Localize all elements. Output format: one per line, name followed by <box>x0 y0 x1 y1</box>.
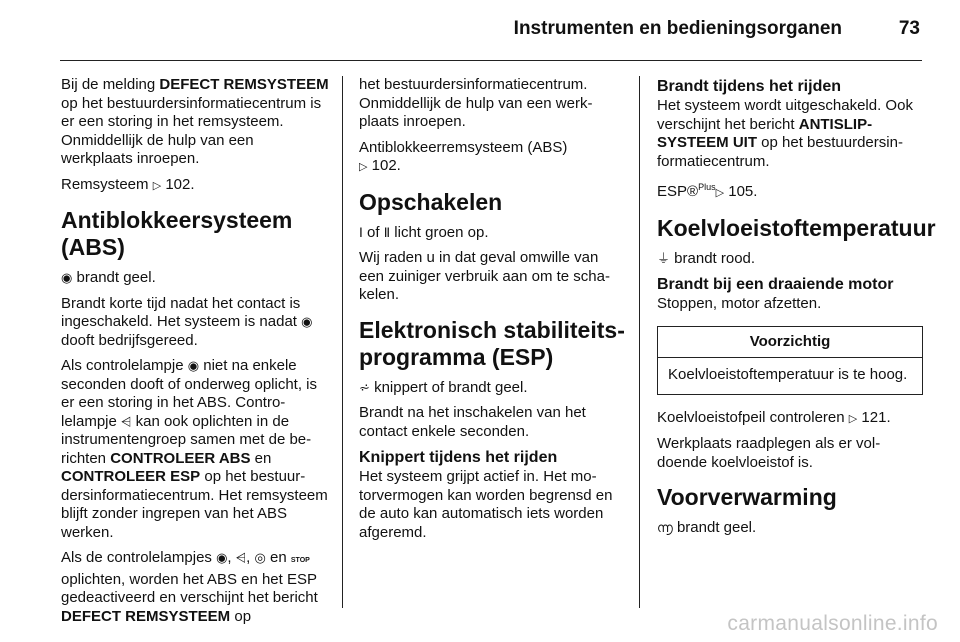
heading-preheat: Voorverwarming <box>657 484 837 510</box>
stop-icon: STOP <box>290 557 310 564</box>
column-2 <box>359 76 625 549</box>
coolant-temperature-icon: ⏚ <box>657 250 671 266</box>
paragraph-continued: het bestuurdersinformatiecentrum. Onmiddellijk de hulp van een werkplaats inroepen. <box>359 76 593 130</box>
header-rule <box>60 60 922 61</box>
column-3 <box>657 76 936 545</box>
upshift-icon: Ⅰ <box>359 224 363 240</box>
paragraph-abs-yellow: ◉ brandt geel. <box>61 269 156 286</box>
page-ref-arrow-icon: ▷ <box>715 187 725 199</box>
esp-skid-icon: ⩤ <box>121 413 132 429</box>
caution-title: Voorzichtig <box>658 327 922 359</box>
esp-skid-icon: ⩤ <box>235 550 247 565</box>
column-1 <box>61 76 329 633</box>
paragraph-esp-active: Het systeem grijpt actief in. Het motorvermogen kan worden begrensd en de auto kan automatisch iets worden afgeremd. <box>359 468 613 541</box>
abs-warning-icon: ◉ <box>187 358 200 373</box>
upshift-alt-icon: Ⅱ <box>383 224 391 240</box>
paragraph-stop-engine: Stoppen, motor afzetten. <box>657 295 822 312</box>
paragraph-esp-off: Het systeem wordt uitgeschakeld. Ook verschijnt het bericht ANTISLIP-SYSTEEM UIT op het bestuurdersinformatiecentrum. <box>657 97 913 170</box>
page-number: 73 <box>898 18 920 39</box>
page-ref-link[interactable]: 105. <box>724 183 758 200</box>
abs-warning-icon: ◉ <box>301 314 313 329</box>
page-ref-link[interactable]: 102. <box>367 157 401 174</box>
paragraph-preheat-yellow: ൬ brandt geel. <box>657 519 757 536</box>
paragraph-abs-ref: Antiblokkeerremsysteem (ABS) ▷ 102. <box>359 138 568 174</box>
paragraph-shift-advice: Wij raden u in dat geval omwille van een zuiniger verbruik aan om te schakelen. <box>359 249 610 303</box>
paragraph-abs-startup: Brandt korte tijd nadat het contact is ingeschakeld. Het systeem is nadat ◉ dooft bedrijfsgereed. <box>61 294 313 349</box>
abs-warning-icon: ◉ <box>61 270 73 285</box>
heading-opschakelen: Opschakelen <box>359 188 503 215</box>
paragraph-defect-brake: Bij de melding DEFECT REMSYSTEEM op het bestuurdersinformatiecentrum is er een storing in het remsysteem. Onmiddellijk de hulp van een werkplaats inroepen. <box>61 76 329 167</box>
caution-box <box>657 326 923 395</box>
page-ref-link[interactable]: 121. <box>857 408 891 426</box>
heading-blink-driving: Knippert tijdens het rijden <box>359 449 558 466</box>
esp-car-icon: ⩫ <box>359 379 370 395</box>
heading-esp: Elektronisch stabiliteitsprogramma (ESP) <box>359 316 625 370</box>
header-title: Instrumenten en bedieningsorganen <box>513 18 842 39</box>
paragraph-abs-esp-off: Als de controlelampjes ◉, ⩤, ◎ en STOP oplichten, worden het ABS en het ESP gedeactiveerd en verschijnt het bericht DEFECT REMSYSTEEM op <box>61 549 318 625</box>
paragraph-abs-fault: Als controlelampje ◉ niet na enkele seconden dooft of onderweg oplicht, is er een storing in het ABS. Controlelampje ⩤ kan ook oplichten in de instrumentengroep samen met de berichten CONTROLEER ABS en CONTROLEER ESP op het bestuurdersinformatiecentrum. Het remsysteem blijft zonder ingrepen van het ABS werken. <box>61 357 328 541</box>
heading-lit-driving: Brandt tijdens het rijden <box>657 78 842 95</box>
brake-circle-icon: ◎ <box>254 550 266 565</box>
paragraph-shift-green: Ⅰ of Ⅱ licht groen op. <box>359 223 489 241</box>
paragraph-esp-plus-ref: ESP®$^{Plus}$▷ 105. <box>657 182 758 200</box>
caution-text: Koelvloeistoftemperatuur is te hoog. <box>668 366 908 383</box>
heading-engine-running: Brandt bij een draaiende motor <box>657 276 894 293</box>
watermark: carmanualsonline.info <box>727 612 938 635</box>
heading-abs: Antiblokkeersysteem (ABS) <box>61 207 293 260</box>
paragraph-esp-startup: Brandt na het inschakelen van het contact enkele seconden. <box>359 404 586 440</box>
page-ref-arrow-icon: ▷ <box>848 412 858 425</box>
heading-coolant: Koelvloeistoftemperatuur <box>657 214 936 241</box>
glow-plug-icon: ൬ <box>657 520 673 535</box>
page-ref-arrow-icon: ▷ <box>359 161 368 173</box>
page-ref-arrow-icon: ▷ <box>152 179 162 192</box>
paragraph-coolant-level-ref: Koelvloeistofpeil controleren ▷ 121. <box>657 408 891 426</box>
column-divider-2 <box>639 76 640 608</box>
page-header <box>0 0 960 60</box>
paragraph-workshop: Werkplaats raadplegen als er voldoende koelvloeistof is. <box>657 435 881 471</box>
paragraph-brake-ref: Remsysteem ▷ 102. <box>61 175 195 193</box>
column-divider-1 <box>342 76 343 608</box>
abs-warning-icon: ◉ <box>216 550 228 565</box>
page-ref-link[interactable]: 102. <box>161 175 195 193</box>
paragraph-coolant-red: ⏚ brandt rood. <box>657 249 756 267</box>
paragraph-esp-yellow: ⩫ knippert of brandt geel. <box>359 378 528 396</box>
message-defect-remsysteem: DEFECT REMSYSTEEM <box>159 76 329 93</box>
